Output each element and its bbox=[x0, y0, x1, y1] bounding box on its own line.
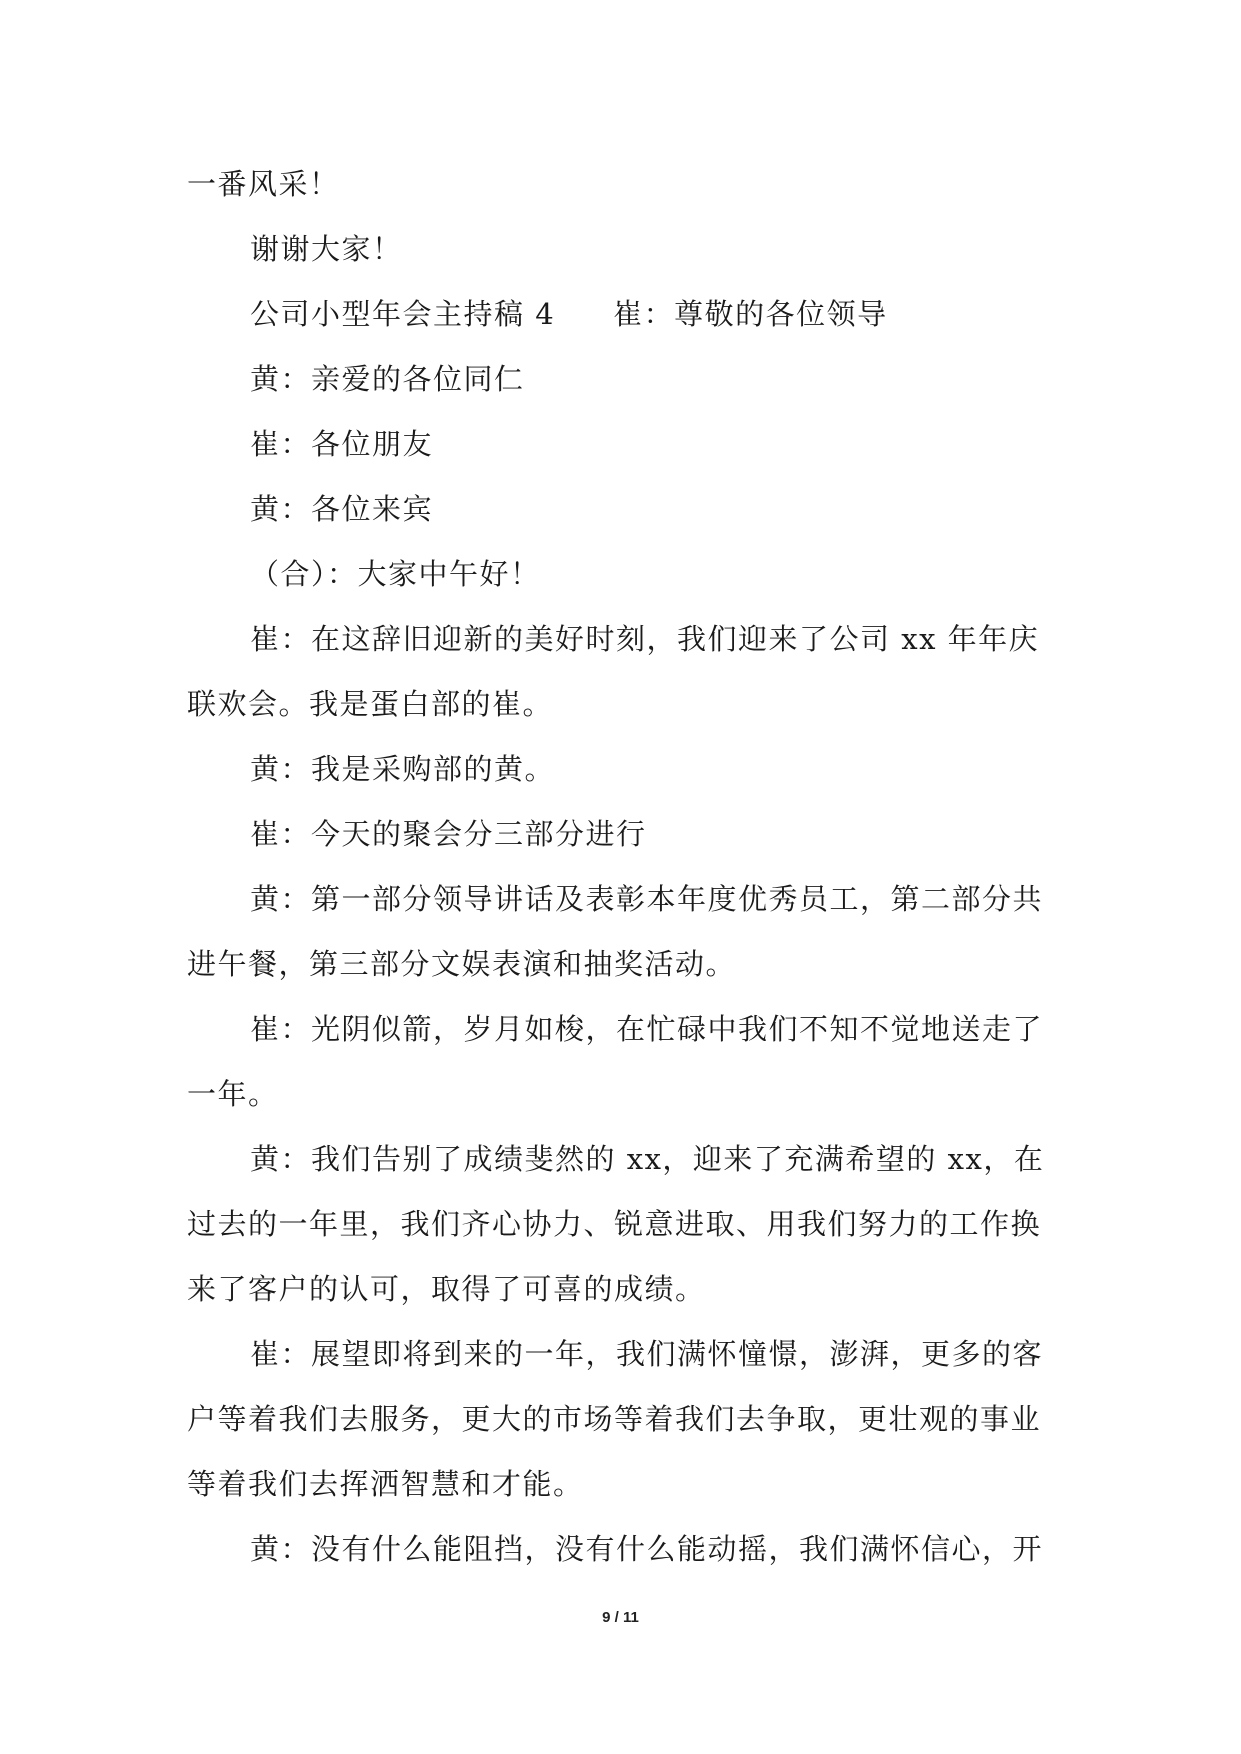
text-line: 黄：第一部分领导讲话及表彰本年度优秀员工，第二部分共 bbox=[250, 882, 1044, 916]
text-line: 崔：各位朋友 bbox=[250, 427, 434, 461]
dialogue-line: 崔：尊敬的各位领导 bbox=[613, 297, 888, 331]
page-number: 9 / 11 bbox=[602, 1609, 639, 1626]
text-line: 崔：展望即将到来的一年，我们满怀憧憬，澎湃，更多的客 bbox=[250, 1337, 1044, 1371]
text-line: 黄：我是采购部的黄。 bbox=[250, 752, 556, 786]
text-line: 来了客户的认可，取得了可喜的成绩。 bbox=[187, 1272, 706, 1306]
text-line: 谢谢大家！ bbox=[250, 232, 403, 266]
text-line: 黄：没有什么能阻挡，没有什么能动摇，我们满怀信心，开 bbox=[250, 1532, 1044, 1566]
text-line: 一番风采！ bbox=[187, 167, 340, 201]
text-line: 进午餐，第三部分文娱表演和抽奖活动。 bbox=[187, 947, 737, 981]
text-line: 黄：亲爱的各位同仁 bbox=[250, 362, 525, 396]
section-title: 公司小型年会主持稿 4 bbox=[250, 297, 556, 331]
text-line: 联欢会。我是蛋白部的崔。 bbox=[187, 687, 554, 721]
text-line: 崔：今天的聚会分三部分进行 bbox=[250, 817, 647, 851]
text-line: 崔：在这辞旧迎新的美好时刻，我们迎来了公司 xx 年年庆 bbox=[250, 622, 1040, 656]
text-line: 户等着我们去服务，更大的市场等着我们去争取，更壮观的事业 bbox=[187, 1402, 1042, 1436]
text-line: 过去的一年里，我们齐心协力、锐意进取、用我们努力的工作换 bbox=[187, 1207, 1042, 1241]
text-line: （合）：大家中午好！ bbox=[250, 557, 541, 591]
text-line bbox=[187, 282, 1055, 347]
text-line: 崔：光阴似箭，岁月如梭，在忙碌中我们不知不觉地送走了 bbox=[250, 1012, 1044, 1046]
text-line: 一年。 bbox=[187, 1077, 279, 1111]
text-line: 黄：我们告别了成绩斐然的 xx，迎来了充满希望的 xx，在 bbox=[250, 1142, 1045, 1176]
text-line: 黄：各位来宾 bbox=[250, 492, 434, 526]
document-body bbox=[187, 152, 1055, 1582]
text-line: 等着我们去挥洒智慧和才能。 bbox=[187, 1467, 584, 1501]
